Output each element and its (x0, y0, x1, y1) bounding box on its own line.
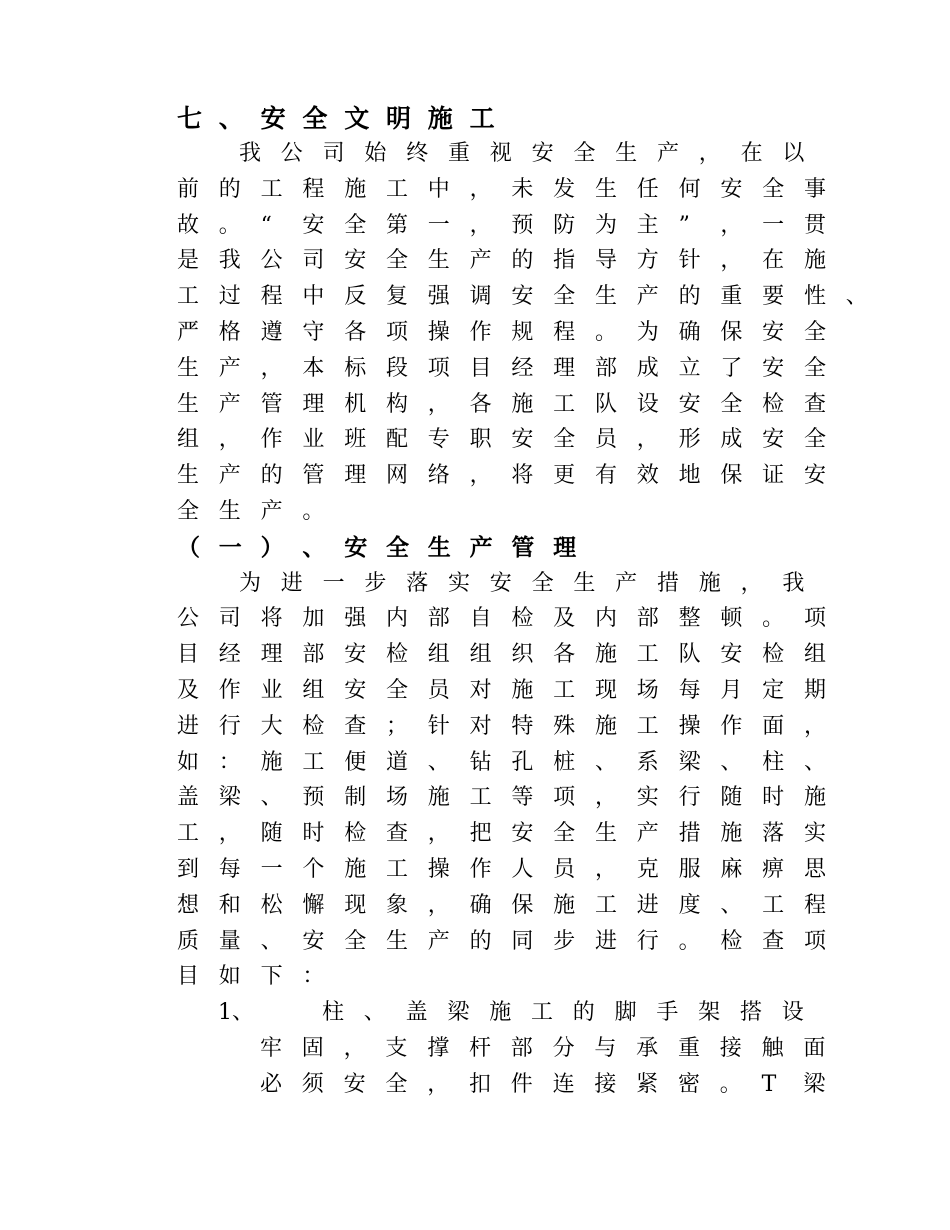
intro-line: 我 公 司 始 终 重 视 安 全 生 产 ， 在 以 (239, 141, 805, 166)
body-line: 工 ， 随 时 检 查 ， 把 安 全 生 产 措 施 落 实 (177, 821, 826, 847)
intro-paragraph (177, 136, 877, 530)
intro-line: 是 我 公 司 安 全 生 产 的 指 导 方 针 ， 在 施 (177, 248, 826, 274)
item-cont-line: 必 须 安 全 ， 扣 件 连 接 紧 密 。 T 梁 (260, 1071, 826, 1097)
subsection-title: （ 一 ） 、 安 全 生 产 管 理 (177, 533, 577, 561)
body-line: 到 每 一 个 施 工 操 作 人 员 ， 克 服 麻 痹 思 (177, 856, 826, 882)
item-text: 柱 、 盖 梁 施 工 的 脚 手 架 搭 设 (322, 1000, 804, 1026)
intro-line: 组 ， 作 业 班 配 专 职 安 全 员 ， 形 成 安 全 (177, 427, 826, 453)
body-line: 目 经 理 部 安 检 组 组 织 各 施 工 队 安 检 组 (177, 642, 826, 668)
item-first-line (177, 995, 877, 1031)
intro-line: 故 。 “ 安 全 第 一 ， 预 防 为 主 ” ， 一 贯 (177, 212, 826, 238)
body-line: 及 作 业 组 安 全 员 对 施 工 现 场 每 月 定 期 (177, 677, 826, 703)
section-title (177, 101, 877, 136)
body-line: 进 行 大 检 查 ； 针 对 特 殊 施 工 操 作 面 ， (177, 713, 826, 739)
intro-line: 全 生 产 。 (177, 498, 325, 524)
body-line: 公 司 将 加 强 内 部 自 检 及 内 部 整 顿 。 项 (177, 606, 826, 632)
body-paragraph (177, 566, 877, 996)
intro-line: 生 产 ， 本 标 段 项 目 经 理 部 成 立 了 安 全 (177, 355, 826, 381)
item-cont-line: 牢 固 ， 支 撑 杆 部 分 与 承 重 接 触 面 (260, 1035, 826, 1061)
intro-line: 前 的 工 程 施 工 中 ， 未 发 生 任 何 安 全 事 (177, 176, 826, 202)
intro-line: 工 过 程 中 反 复 强 调 安 全 生 产 的 重 要 性 、 (177, 284, 868, 310)
body-line: 为 进 一 步 落 实 安 全 生 产 措 施 ， 我 (239, 570, 805, 596)
body-line: 质 量 、 安 全 生 产 的 同 步 进 行 。 检 查 项 (177, 928, 826, 954)
checklist-item-1 (177, 995, 877, 1102)
body-line: 如 ： 施 工 便 道 、 钻 孔 桩 、 系 梁 、 柱 、 (177, 749, 826, 775)
body-line: 盖 梁 、 预 制 场 施 工 等 项 ， 实 行 随 时 施 (177, 785, 826, 811)
intro-line: 严 格 遵 守 各 项 操 作 规 程 。 为 确 保 安 全 (177, 319, 826, 345)
item-number: 1、 (218, 1000, 254, 1026)
intro-line: 生 产 的 管 理 网 络 ， 将 更 有 效 地 保 证 安 (177, 463, 826, 489)
document-page (177, 101, 877, 1103)
section-title-text: 七 、 安 全 文 明 施 工 (177, 104, 495, 133)
intro-line: 生 产 管 理 机 构 ， 各 施 工 队 设 安 全 检 查 (177, 391, 826, 417)
body-line: 目 如 下 ： (177, 964, 325, 990)
body-line: 想 和 松 懈 现 象 ， 确 保 施 工 进 度 、 工 程 (177, 892, 826, 918)
